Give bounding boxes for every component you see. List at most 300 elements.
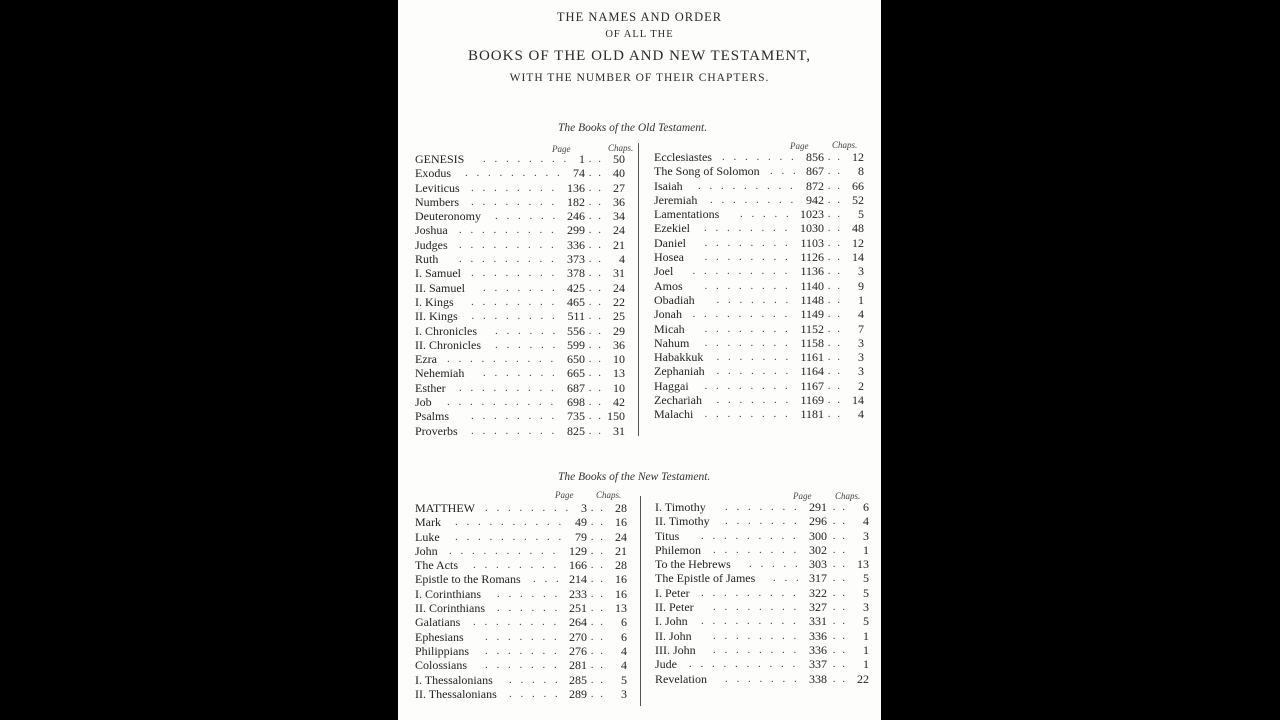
leader-dots: . . . . . . . .	[471, 424, 558, 437]
page-number: 79	[575, 529, 587, 544]
book-name: Ruth	[415, 252, 439, 267]
chapter-count: 3	[863, 600, 869, 615]
chapter-count: 16	[615, 572, 627, 587]
leader-dots: . .	[588, 238, 603, 251]
leader-dots: . . . . . . . .	[704, 322, 791, 335]
page-number: 856	[806, 150, 824, 164]
chapter-count: 1	[858, 292, 864, 307]
book-name: Malachi	[654, 407, 694, 422]
book-name: Exodus	[415, 166, 451, 181]
leader-dots: . . . . . . . . .	[692, 265, 791, 278]
book-name: MATTHEW	[415, 501, 475, 515]
book-name: I. John	[655, 614, 688, 629]
book-name: II. John	[655, 628, 692, 643]
book-name: Leviticus	[415, 180, 460, 195]
page-number: 698	[567, 395, 585, 410]
leader-dots: . .	[588, 410, 603, 423]
book-entry	[415, 615, 627, 629]
leader-dots: . .	[832, 586, 847, 599]
nt-right-list	[655, 500, 869, 686]
book-name: II. Thessalonians	[415, 686, 497, 701]
page-number: 251	[569, 601, 587, 616]
leader-dots: . . . . . . . .	[713, 543, 800, 556]
book-entry	[415, 395, 625, 409]
leader-dots: . . . . . . . .	[471, 310, 558, 323]
leader-dots: . . . . . . . .	[471, 181, 558, 194]
book-entry	[654, 150, 864, 164]
chapter-count: 50	[613, 152, 625, 166]
leader-dots: . . . . . . . .	[485, 502, 572, 514]
chapter-count: 2	[858, 378, 864, 393]
chapter-count: 28	[615, 501, 627, 515]
leader-dots: . .	[588, 267, 603, 280]
leader-dots: . .	[588, 424, 603, 437]
page-number: 317	[809, 571, 827, 586]
chapter-count: 5	[858, 207, 864, 222]
book-entry	[415, 266, 625, 280]
leader-dots: . . . . . .	[495, 338, 559, 351]
book-name: II. Corinthians	[415, 601, 485, 616]
book-name: Deuteronomy	[415, 209, 481, 224]
page-number: 1161	[800, 350, 824, 365]
leader-dots: . . . . . . . .	[471, 295, 558, 308]
leader-dots: . . . . . . .	[716, 293, 792, 306]
chapter-count: 3	[858, 264, 864, 279]
book-entry	[655, 500, 869, 514]
book-name: Proverbs	[415, 423, 458, 438]
book-entry	[415, 181, 625, 195]
book-name: Ecclesiastes	[654, 150, 712, 164]
chapter-count: 1	[863, 642, 869, 657]
nt-left-page-label: Page	[555, 490, 574, 500]
book-entry	[415, 324, 625, 338]
page-number: 1148	[800, 292, 824, 307]
page-number: 665	[567, 366, 585, 381]
chapter-count: 7	[858, 321, 864, 336]
book-entry	[415, 658, 627, 672]
leader-dots: . .	[590, 559, 605, 572]
leader-dots: . .	[588, 353, 603, 366]
leader-dots: . .	[827, 193, 842, 206]
leader-dots: . .	[832, 501, 847, 513]
book-name: I. Peter	[655, 585, 690, 600]
leader-dots: . . . . . . . . .	[698, 179, 796, 192]
leader-dots: . .	[588, 367, 603, 380]
book-entry	[415, 295, 625, 309]
book-entry	[654, 264, 864, 278]
leader-dots: . .	[827, 179, 842, 192]
leader-dots: . . .	[770, 165, 799, 178]
leader-dots: . .	[832, 658, 847, 671]
page-number: 1023	[800, 207, 824, 222]
leader-dots: . .	[590, 659, 605, 672]
leader-dots: . .	[590, 573, 605, 586]
book-name: II. Chronicles	[415, 337, 481, 352]
book-entry	[415, 209, 625, 223]
book-entry	[654, 207, 864, 221]
page-number: 182	[567, 194, 585, 209]
leader-dots: . .	[827, 365, 842, 378]
chapter-count: 10	[613, 352, 625, 367]
book-entry	[415, 601, 627, 615]
page-number: 650	[567, 352, 585, 367]
page-number: 336	[809, 642, 827, 657]
header-line-4: WITH THE NUMBER OF THEIR CHAPTERS.	[509, 72, 770, 84]
book-entry	[655, 672, 869, 686]
book-name: II. Samuel	[415, 280, 465, 295]
chapter-count: 31	[613, 423, 625, 438]
leader-dots: . .	[827, 265, 842, 278]
leader-dots: . . . . . . . . .	[692, 308, 791, 321]
page-number: 336	[567, 237, 585, 252]
leader-dots: . .	[588, 224, 603, 237]
chapter-count: 6	[863, 500, 869, 514]
book-entry	[654, 364, 864, 378]
leader-dots: . . . . . . .	[483, 367, 558, 380]
book-name: Haggai	[654, 378, 689, 393]
book-entry	[415, 409, 625, 423]
chapter-count: 21	[613, 237, 625, 252]
page-number: 300	[809, 528, 827, 543]
book-name: Psalms	[415, 409, 450, 424]
book-entry	[654, 322, 864, 336]
leader-dots: . .	[590, 530, 605, 543]
book-entry	[415, 530, 627, 544]
leader-dots: . .	[832, 629, 847, 642]
book-name: II. Peter	[655, 600, 694, 615]
book-entry	[655, 586, 869, 600]
page-number: 281	[569, 658, 587, 673]
book-entry	[654, 236, 864, 250]
leader-dots: . . . . . . . . . .	[449, 544, 559, 557]
chapter-count: 66	[852, 178, 864, 193]
chapter-count: 9	[858, 278, 864, 293]
page-number: 338	[809, 671, 827, 686]
leader-dots: . .	[832, 515, 847, 528]
header-title: BOOKS OF THE OLD AND NEW TESTAMENT,	[467, 48, 812, 64]
leader-dots: . .	[832, 615, 847, 628]
book-name: Titus	[655, 528, 680, 543]
page-number: 872	[806, 178, 824, 193]
leader-dots: . . . . . . .	[485, 659, 560, 672]
leader-dots: . . . . .	[509, 673, 561, 686]
leader-dots: . .	[827, 379, 842, 392]
leader-dots: . .	[588, 195, 603, 208]
chapter-count: 27	[613, 180, 625, 195]
book-entry	[655, 629, 869, 643]
book-name: Ezekiel	[654, 221, 690, 236]
nt-right-chaps-label: Chaps.	[835, 491, 861, 501]
page-number: 270	[569, 629, 587, 644]
book-entry	[655, 643, 869, 657]
leader-dots: . .	[832, 558, 847, 571]
chapter-count: 6	[621, 629, 627, 644]
leader-dots: . . . . . . . . . .	[455, 516, 565, 529]
leader-dots: . .	[588, 153, 603, 165]
leader-dots: . .	[827, 208, 842, 221]
leader-dots: . . . . . . . . . .	[455, 530, 565, 543]
book-entry	[415, 338, 625, 352]
page-number: 867	[806, 164, 824, 179]
book-name: Revelation	[655, 671, 707, 686]
leader-dots: . . . . . . .	[485, 644, 560, 657]
book-name: II. Timothy	[655, 514, 710, 529]
chapter-count: 14	[852, 393, 864, 408]
page-number: 1152	[800, 321, 824, 336]
book-name: Ephesians	[415, 629, 464, 644]
leader-dots: . . . . . . . .	[713, 629, 800, 642]
book-name: Daniel	[654, 235, 686, 250]
page-number: 246	[567, 209, 585, 224]
leader-dots: . .	[832, 601, 847, 614]
book-name: Epistle to the Romans	[415, 572, 521, 587]
page-number: 296	[809, 514, 827, 529]
leader-dots: . . . . . . . . .	[701, 529, 799, 542]
chapter-count: 4	[619, 252, 625, 267]
leader-dots: . .	[588, 253, 603, 266]
leader-dots: . . . . . . . .	[471, 267, 558, 280]
leader-dots: . . . . . . . .	[704, 236, 791, 249]
leader-dots: . . . . . . .	[483, 281, 558, 294]
page-number: 1	[579, 152, 585, 166]
book-name: I. Kings	[415, 294, 454, 309]
leader-dots: . . . . .	[749, 558, 801, 571]
book-name: Micah	[654, 321, 685, 336]
leader-dots: . .	[588, 324, 603, 337]
book-name: I. Thessalonians	[415, 672, 493, 687]
book-name: Isaiah	[654, 178, 683, 193]
page-number: 289	[569, 686, 587, 701]
leader-dots: . . . . . . . . . .	[447, 353, 557, 366]
book-name: Joel	[654, 264, 674, 279]
page-number: 49	[575, 515, 587, 530]
chapter-count: 5	[863, 585, 869, 600]
book-name: Jeremiah	[654, 192, 698, 207]
book-entry	[654, 307, 864, 321]
leader-dots: . .	[827, 351, 842, 364]
leader-dots: . . . . . . . . .	[701, 615, 799, 628]
page-number: 1169	[800, 393, 824, 408]
book-name: GENESIS	[415, 152, 465, 166]
chapter-count: 28	[615, 558, 627, 573]
page-number: 599	[567, 337, 585, 352]
page-number: 285	[569, 672, 587, 687]
book-name: To the Hebrews	[655, 557, 731, 572]
book-name: The Acts	[415, 558, 458, 573]
chapter-count: 13	[613, 366, 625, 381]
book-entry	[654, 193, 864, 207]
book-entry	[654, 293, 864, 307]
leader-dots: . . . . . . .	[716, 351, 792, 364]
chapter-count: 13	[615, 601, 627, 616]
page-number: 1164	[800, 364, 824, 379]
page-number: 373	[567, 252, 585, 267]
chapter-count: 3	[858, 335, 864, 350]
leader-dots: . .	[832, 543, 847, 556]
book-name: I. Timothy	[655, 500, 706, 514]
leader-dots: . . . . . . . . .	[465, 167, 563, 180]
book-name: Lamentations	[654, 207, 720, 222]
leader-dots: . .	[827, 408, 842, 421]
leader-dots: . .	[588, 310, 603, 323]
leader-dots: . .	[827, 322, 842, 335]
book-entry	[415, 673, 627, 687]
page-number: 465	[567, 294, 585, 309]
book-entry	[654, 164, 864, 178]
page-number: 1149	[800, 307, 824, 322]
page-number: 129	[569, 543, 587, 558]
leader-dots: . .	[590, 673, 605, 686]
book-name: Hosea	[654, 250, 684, 265]
chapter-count: 14	[852, 250, 864, 265]
book-entry	[415, 223, 625, 237]
page-number: 214	[569, 572, 587, 587]
chapter-count: 3	[858, 350, 864, 365]
page-number: 264	[569, 615, 587, 630]
leader-dots: . . . . . . . .	[713, 643, 800, 656]
page-number: 233	[569, 586, 587, 601]
leader-dots: . . . . . . . .	[471, 195, 558, 208]
leader-dots: . . . . . .	[495, 210, 559, 223]
book-entry	[655, 614, 869, 628]
leader-dots: . .	[832, 643, 847, 656]
page-number: 3	[581, 501, 587, 515]
book-name: Job	[415, 395, 432, 410]
page-number: 166	[569, 558, 587, 573]
book-entry	[415, 281, 625, 295]
leader-dots: . . . . . . . .	[713, 601, 800, 614]
ot-right-list	[654, 150, 864, 422]
leader-dots: . . . . . . . .	[704, 379, 791, 392]
leader-dots: . . . . . . .	[725, 515, 800, 528]
leader-dots: . . . . . . . . . .	[689, 658, 799, 671]
leader-dots: . .	[588, 295, 603, 308]
book-entry	[415, 195, 625, 209]
book-name: Numbers	[415, 194, 459, 209]
chapter-count: 24	[613, 280, 625, 295]
leader-dots: . .	[588, 396, 603, 409]
chapter-count: 3	[621, 686, 627, 701]
page-number: 276	[569, 643, 587, 658]
book-entry	[655, 543, 869, 557]
leader-dots: . . . . . . . .	[704, 408, 791, 421]
page-number: 1140	[800, 278, 824, 293]
book-name: Galatians	[415, 615, 461, 630]
chapter-count: 16	[615, 586, 627, 601]
book-entry	[415, 352, 625, 366]
page-number: 425	[567, 280, 585, 295]
book-name: II. Kings	[415, 309, 458, 324]
leader-dots: . .	[827, 336, 842, 349]
leader-dots: . .	[588, 210, 603, 223]
chapter-count: 12	[852, 235, 864, 250]
leader-dots: . .	[590, 502, 605, 514]
book-name: The Song of Solomon	[654, 164, 760, 179]
leader-dots: . . . . . .	[497, 602, 561, 615]
leader-dots: . .	[832, 572, 847, 585]
leader-dots: . .	[827, 236, 842, 249]
book-entry	[415, 424, 625, 438]
page-number: 336	[809, 628, 827, 643]
book-entry	[415, 515, 627, 529]
leader-dots: . .	[590, 587, 605, 600]
leader-dots: . . . . . . .	[485, 630, 560, 643]
chapter-count: 10	[613, 380, 625, 395]
leader-dots: . . . . . . . .	[704, 336, 791, 349]
book-name: Philemon	[655, 542, 702, 557]
leader-dots: . . . . . . . .	[473, 616, 560, 629]
leader-dots: . .	[588, 381, 603, 394]
nt-column-divider	[640, 496, 641, 706]
chapter-count: 4	[858, 307, 864, 322]
page-number: 687	[567, 380, 585, 395]
page-number: 378	[567, 266, 585, 281]
leader-dots: . . . . . . . . .	[701, 586, 799, 599]
leader-dots: . . . . . .	[495, 324, 559, 337]
leader-dots: . .	[590, 687, 605, 700]
leader-dots: . .	[827, 251, 842, 264]
book-entry	[655, 514, 869, 528]
leader-dots: . .	[590, 544, 605, 557]
leader-dots: . .	[827, 222, 842, 235]
leader-dots: . . . . . . . . .	[459, 238, 557, 251]
page-number: 302	[809, 542, 827, 557]
leader-dots: . .	[827, 394, 842, 407]
leader-dots: . . . . . . . .	[704, 251, 791, 264]
book-name: Jonah	[654, 307, 682, 322]
chapter-count: 4	[621, 643, 627, 658]
chapter-count: 36	[613, 194, 625, 209]
book-name: Colossians	[415, 658, 468, 673]
chapter-count: 6	[621, 615, 627, 630]
header-line-2: OF ALL THE	[605, 29, 674, 40]
chapter-count: 34	[613, 209, 625, 224]
leader-dots: . .	[832, 529, 847, 542]
book-name: Jude	[655, 657, 677, 672]
page-number: 291	[809, 500, 827, 514]
book-entry	[415, 544, 627, 558]
book-name: I. Chronicles	[415, 323, 477, 338]
chapter-count: 1	[863, 628, 869, 643]
book-name: Ezra	[415, 352, 437, 367]
ot-left-list	[415, 152, 625, 438]
page-number: 299	[567, 223, 585, 238]
page-number: 322	[809, 585, 827, 600]
book-entry	[655, 600, 869, 614]
book-entry	[415, 152, 625, 166]
book-entry	[415, 630, 627, 644]
chapter-count: 8	[858, 164, 864, 179]
book-name: Zephaniah	[654, 364, 705, 379]
leader-dots: . .	[590, 602, 605, 615]
page-number: 735	[567, 409, 585, 424]
leader-dots: . .	[590, 644, 605, 657]
book-name: Nahum	[654, 335, 690, 350]
book-name: Amos	[654, 278, 683, 293]
chapter-count: 31	[613, 266, 625, 281]
leader-dots: . . . . .	[740, 208, 792, 221]
nt-left-chaps-label: Chaps.	[596, 490, 622, 500]
book-entry	[654, 336, 864, 350]
book-entry	[654, 393, 864, 407]
leader-dots: . . . . . . . . .	[459, 224, 557, 237]
book-entry	[415, 644, 627, 658]
leader-dots: . .	[827, 165, 842, 178]
nt-left-list	[415, 501, 627, 701]
ot-left-page-label: Page	[552, 144, 571, 154]
chapter-count: 3	[858, 364, 864, 379]
chapter-count: 22	[613, 294, 625, 309]
